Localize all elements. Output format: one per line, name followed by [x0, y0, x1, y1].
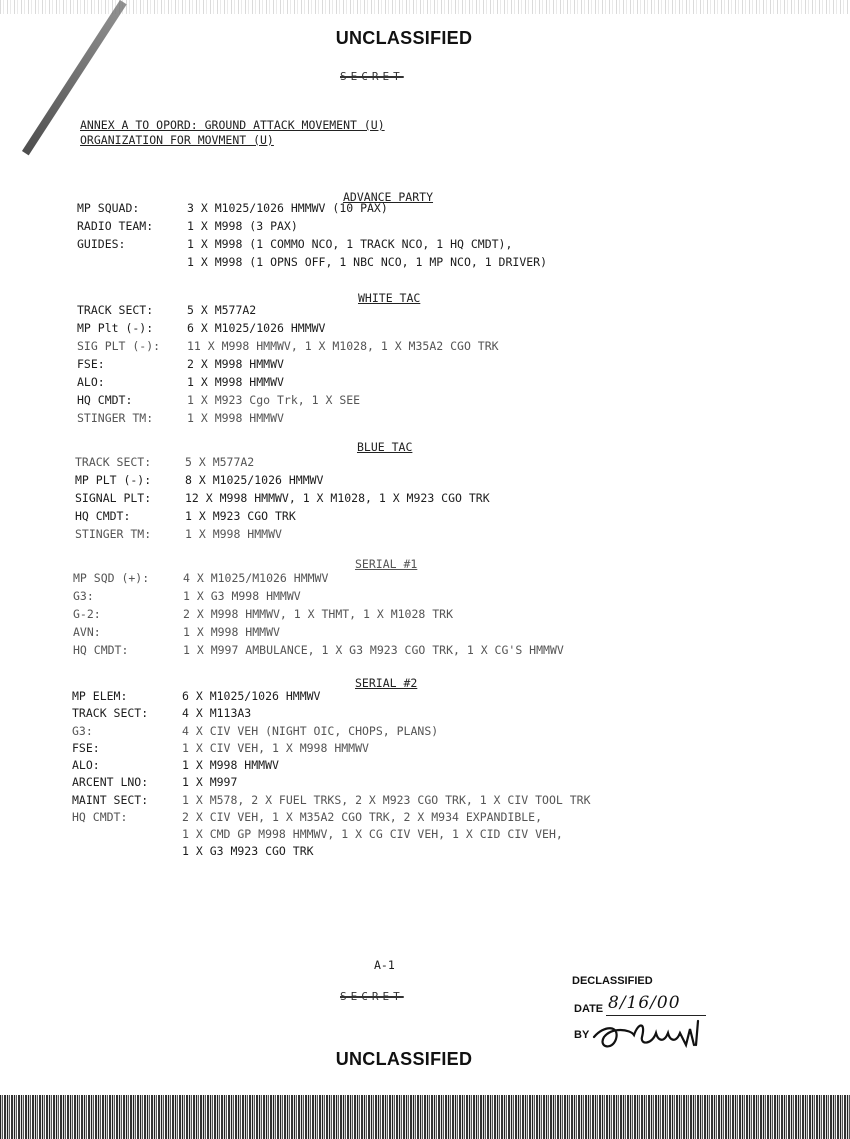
row-label: STINGER TM:	[75, 527, 152, 541]
annex-title-line2: ORGANIZATION FOR MOVMENT (U)	[80, 133, 274, 147]
row-label: TRACK SECT:	[72, 706, 149, 720]
row-label: MP PLT (-):	[75, 473, 152, 487]
row-label: MP SQD (+):	[73, 571, 150, 585]
row-value: 1 X CIV VEH, 1 X M998 HMMWV	[182, 741, 369, 755]
row-label: G-2:	[73, 607, 101, 621]
row-value: 2 X M998 HMMWV	[187, 357, 284, 371]
classification-marking-top: UNCLASSIFIED	[335, 28, 473, 48]
row-value: 2 X M998 HMMWV, 1 X THMT, 1 X M1028 TRK	[183, 607, 454, 621]
row-label: GUIDES:	[77, 237, 126, 251]
row-label: TRACK SECT:	[75, 455, 152, 469]
row-value: 11 X M998 HMMWV, 1 X M1028, 1 X M35A2 CGO TRK	[187, 339, 499, 353]
declassified-title: DECLASSIFIED	[572, 975, 653, 987]
row-value: 1 X M998 (3 PAX)	[187, 219, 298, 233]
row-value: 1 X M998 HMMWV	[183, 625, 280, 639]
row-value: 4 X M113A3	[182, 706, 252, 720]
row-value: 1 X G3 M923 CGO TRK	[182, 844, 314, 858]
row-value: 8 X M1025/1026 HMMWV	[185, 473, 324, 487]
row-label: ALO:	[72, 758, 100, 772]
secret-marking-bottom: SECRET	[340, 990, 404, 1003]
annex-title	[80, 118, 385, 148]
date-label: DATE	[574, 1003, 604, 1015]
row-value: 12 X M998 HMMWV, 1 X M1028, 1 X M923 CGO TRK	[185, 491, 490, 505]
row-value: 1 X M998 HMMWV	[187, 411, 284, 425]
section-header-serial-1: SERIAL #1	[355, 557, 418, 571]
row-label: HQ CMDT:	[73, 643, 129, 657]
row-label: AVN:	[73, 625, 101, 639]
row-value: 4 X CIV VEH (NIGHT OIC, CHOPS, PLANS)	[182, 724, 439, 738]
row-label: SIG PLT (-):	[77, 339, 161, 353]
row-value: 1 X CMD GP M998 HMMWV, 1 X CG CIV VEH, 1 X CID CIV VEH,	[182, 827, 563, 841]
row-label: HQ CMDT:	[75, 509, 131, 523]
secret-marking-top: SECRET	[340, 70, 404, 83]
row-label: TRACK SECT:	[77, 303, 154, 317]
classification-marking-bottom: UNCLASSIFIED	[335, 1049, 473, 1069]
row-value: 1 X M998 (1 COMMO NCO, 1 TRACK NCO, 1 HQ CMDT),	[187, 237, 513, 251]
row-label: SIGNAL PLT:	[75, 491, 152, 505]
row-value: 1 X G3 M998 HMMWV	[183, 589, 301, 603]
row-label: MP Plt (-):	[77, 321, 154, 335]
row-value: 1 X M923 Cgo Trk, 1 X SEE	[187, 393, 361, 407]
row-value: 5 X M577A2	[187, 303, 257, 317]
row-value: 6 X M1025/1026 HMMWV	[187, 321, 326, 335]
row-value: 6 X M1025/1026 HMMWV	[182, 689, 321, 703]
row-value: 3 X M1025/1026 HMMWV (10 PAX)	[187, 201, 388, 215]
scan-noise-bottom	[0, 1095, 850, 1139]
row-label: FSE:	[72, 741, 100, 755]
row-label: MP ELEM:	[72, 689, 128, 703]
scan-noise-top	[0, 0, 850, 14]
by-label: BY	[574, 1029, 590, 1041]
row-value: 1 X M998 HMMWV	[187, 375, 284, 389]
handwritten-date: 8/16/00	[608, 993, 681, 1013]
row-value: 2 X CIV VEH, 1 X M35A2 CGO TRK, 2 X M934 EXPANDIBLE,	[182, 810, 543, 824]
row-value: 1 X M997 AMBULANCE, 1 X G3 M923 CGO TRK, 1 X CG'S HMMWV	[183, 643, 564, 657]
row-label: HQ CMDT:	[77, 393, 133, 407]
row-value: 1 X M998 (1 OPNS OFF, 1 NBC NCO, 1 MP NCO, 1 DRIVER)	[187, 255, 548, 269]
row-value: 1 X M997	[182, 775, 238, 789]
row-value: 4 X M1025/M1026 HMMWV	[183, 571, 329, 585]
section-header-serial-2: SERIAL #2	[355, 676, 418, 690]
row-value: 1 X M998 HMMWV	[185, 527, 282, 541]
row-value: 1 X M578, 2 X FUEL TRKS, 2 X M923 CGO TRK, 1 X CIV TOOL TRK	[182, 793, 591, 807]
declassified-stamp	[572, 975, 742, 1055]
row-label: FSE:	[77, 357, 105, 371]
row-label: MAINT SECT:	[72, 793, 149, 807]
page-number: A-1	[374, 958, 395, 972]
row-label: G3:	[73, 589, 94, 603]
row-value: 1 X M998 HMMWV	[182, 758, 279, 772]
row-label: HQ CMDT:	[72, 810, 128, 824]
row-label: STINGER TM:	[77, 411, 154, 425]
section-header-advance-party: ADVANCE PARTY	[343, 190, 434, 204]
row-label: ALO:	[77, 375, 105, 389]
row-label: RADIO TEAM:	[77, 219, 154, 233]
row-label: G3:	[72, 724, 93, 738]
row-label: ARCENT LNO:	[72, 775, 149, 789]
row-value: 1 X M923 CGO TRK	[185, 509, 296, 523]
section-header-blue-tac: BLUE TAC	[357, 440, 413, 454]
row-value: 5 X M577A2	[185, 455, 255, 469]
annex-title-line1: ANNEX A TO OPORD: GROUND ATTACK MOVEMENT (U)	[80, 118, 385, 132]
section-header-white-tac: WHITE TAC	[358, 291, 421, 305]
row-label: MP SQUAD:	[77, 201, 140, 215]
